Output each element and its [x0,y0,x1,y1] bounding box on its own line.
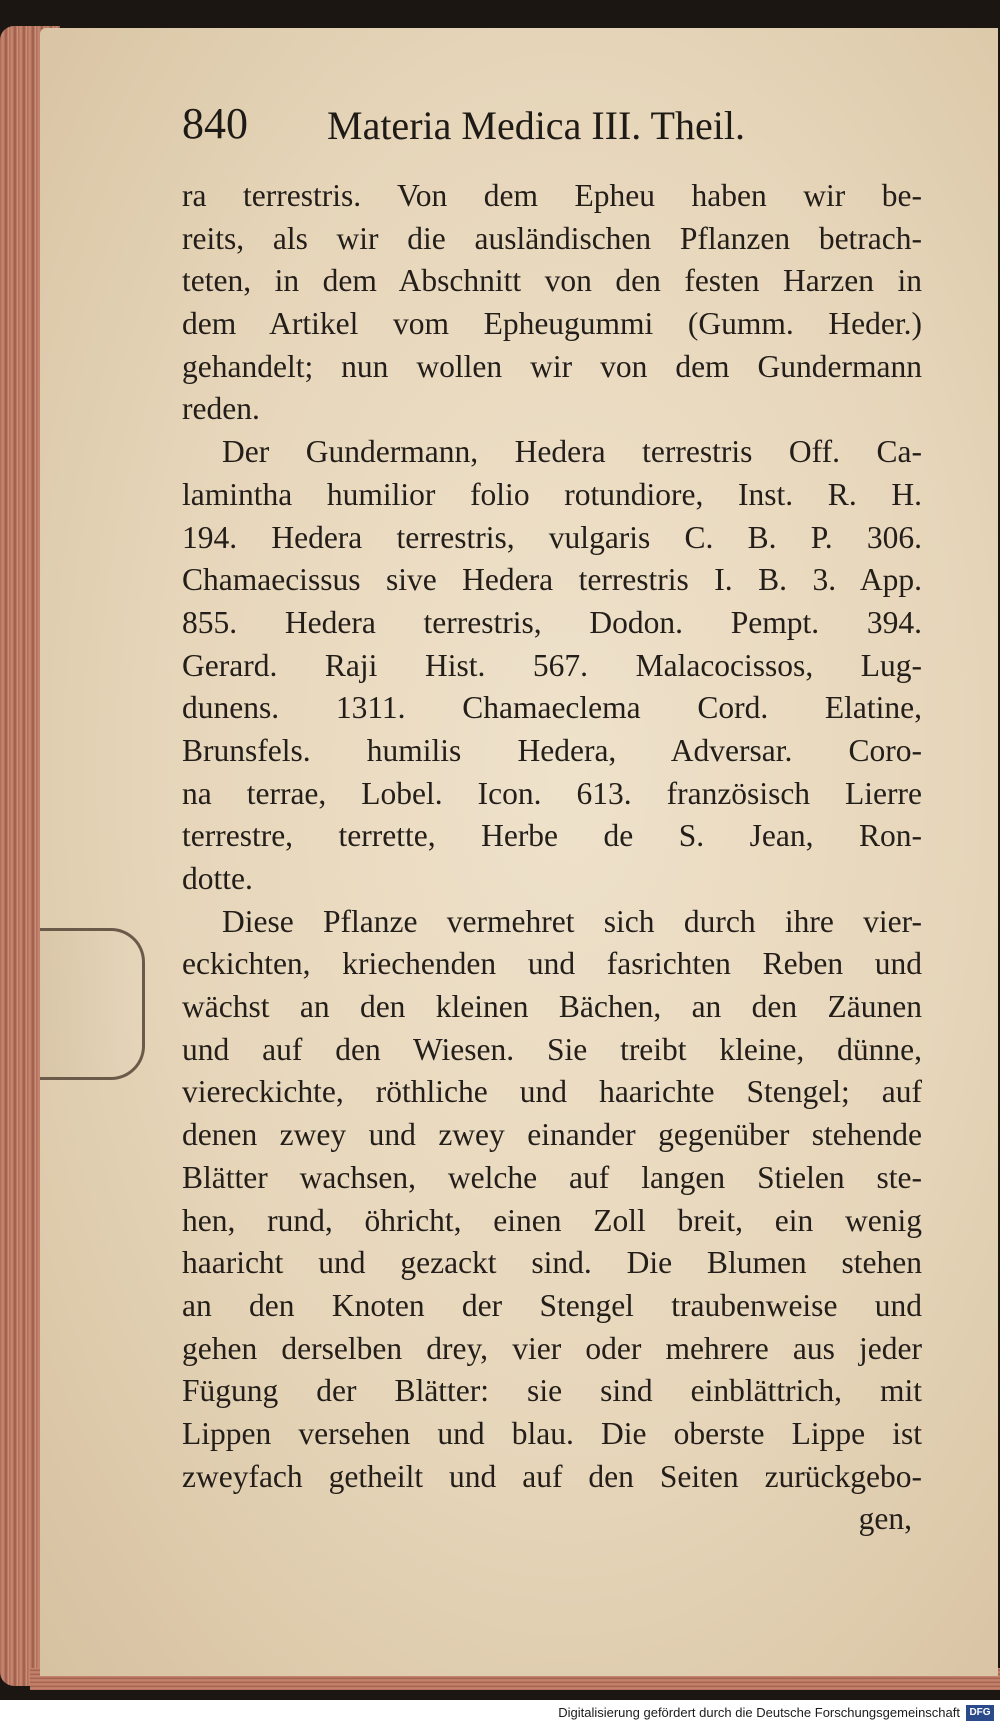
text-line: Diese Pflanze vermehret sich durch ihre vier- [222,903,922,939]
text-line: dotte. [182,861,253,896]
text-line: reits, als wir die ausländischen Pflanzen betrach- [182,220,922,256]
footer-credit: Digitalisierung gefördert durch die Deutsche Forschungsgemeinschaft [558,1705,960,1720]
text-line: Chamaecissus sive Hedera terrestris I. B. 3. App. [182,562,922,598]
dfg-logo-icon: DFG [966,1705,994,1721]
text-line: Lippen versehen und blau. Die oberste Lippe ist [182,1415,922,1451]
text-line: lamintha humilior folio rotundiore, Inst. R. H. [182,476,922,512]
text-line: viereckichte, röthliche und haarichte Stengel; auf [182,1074,922,1110]
text-line: gehen derselben drey, vier oder mehrere aus jeder [182,1330,922,1366]
text-line: dem Artikel vom Epheugummi (Gumm. Heder.) [182,306,922,342]
text-line: terrestre, terrette, Herbe de S. Jean, Ron- [182,818,922,854]
text-line: hen, rund, öhricht, einen Zoll breit, ein wenig [182,1202,922,1238]
text-line: an den Knoten der Stengel traubenweise und [182,1287,922,1323]
page-clip [40,928,145,1080]
page-header [182,98,842,158]
text-line: dunens. 1311. Chamaeclema Cord. Elatine, [182,690,922,726]
text-line: eckichten, kriechenden und fasrichten Reben und [182,946,922,982]
page-number: 840 [182,99,248,148]
text-line: Gerard. Raji Hist. 567. Malacocissos, Lug- [182,647,922,683]
text-line: 855. Hedera terrestris, Dodon. Pempt. 394. [182,604,922,640]
text-line: 194. Hedera terrestris, vulgaris C. B. P. 306. [182,519,922,555]
text-line: Fügung der Blätter: sie sind einblättrich, mit [182,1373,922,1409]
digitization-footer [0,1700,1000,1726]
text-line: na terrae, Lobel. Icon. 613. französisch Lierre [182,775,922,811]
text-line: Blätter wachsen, welche auf langen Stielen ste- [182,1159,922,1195]
text-line: und auf den Wiesen. Sie treibt kleine, dünne, [182,1031,922,1067]
body-text [182,175,922,1541]
text-line: denen zwey und zwey einander gegenüber stehende [182,1117,922,1153]
text-line: haaricht und gezackt sind. Die Blumen stehen [182,1245,922,1281]
catchword: gen, [858,1501,912,1537]
text-line: Der Gundermann, Hedera terrestris Off. Ca- [222,434,922,470]
text-line: zweyfach getheilt und auf den Seiten zurückgebo- [182,1458,922,1494]
text-line: gehandelt; nun wollen wir von dem Gundermann [182,348,922,384]
text-line: ra terrestris. Von dem Epheu haben wir be- [182,178,922,213]
running-title: Materia Medica III. Theil. [327,103,745,148]
text-line: wächst an den kleinen Bächen, an den Zäunen [182,989,922,1025]
text-line: Brunsfels. humilis Hedera, Adversar. Coro- [182,732,922,768]
text-line: teten, in dem Abschnitt von den festen Harzen in [182,263,922,299]
text-line: reden. [182,391,260,427]
